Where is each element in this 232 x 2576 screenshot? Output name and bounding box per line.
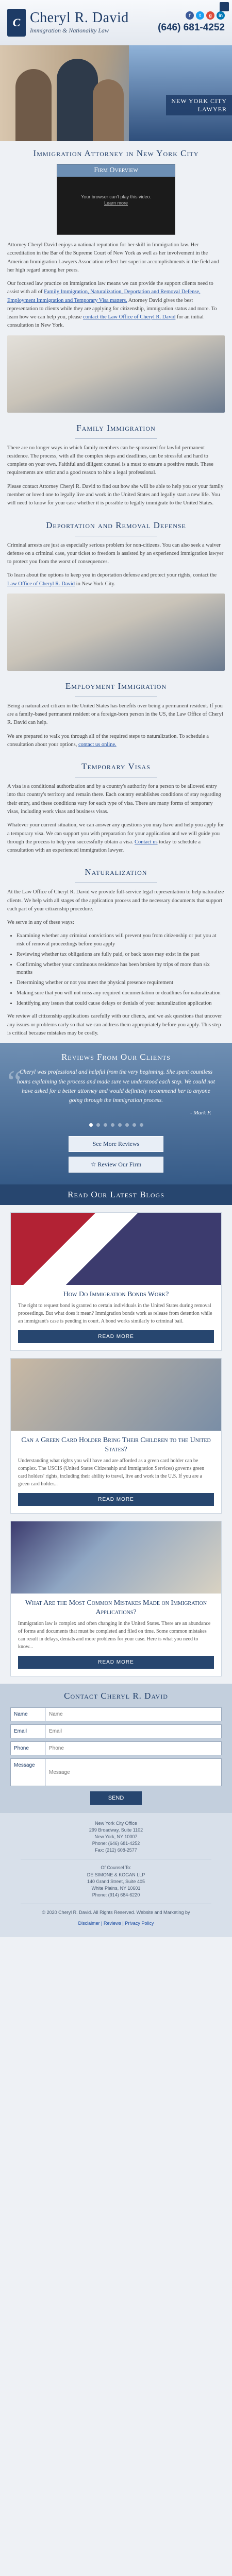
deportation-paragraph: Criminal arrests are just as especially serious problem for non-citizens. You can also seek a waiver defense on a criminal case, your ticket to freedom is assisted by an experienced immigration lawyer to protect you from the worst of consequences. xyxy=(7,542,224,565)
form-field xyxy=(10,1707,222,1721)
employment-paragraph-2: We are prepared to walk you through all of the required steps to naturalization. To schedule a consultation about your options, contact us online. xyxy=(7,733,209,748)
name-input[interactable] xyxy=(46,1708,221,1721)
field-label: Name xyxy=(11,1708,46,1721)
blog-list xyxy=(0,1212,232,1677)
hero-city-photo xyxy=(129,45,232,141)
blog-excerpt: Understanding what rights you will have and are afforded as a green card holder can be complex. The USCIS (United States Citizenship and Immigration Services) governs green card holders' rights, including their ability to travel, live and work in the U.S. If you are a green card holder... xyxy=(18,1458,205,1487)
carousel-dot[interactable] xyxy=(132,1123,136,1127)
testimonials-section xyxy=(0,1043,232,1184)
family-title[interactable]: Family Immigration xyxy=(76,422,156,433)
temporary-visas-section xyxy=(0,754,232,855)
field-label: Email xyxy=(11,1725,46,1738)
office-photo xyxy=(7,335,225,413)
address-line: 299 Broadway, Suite 1102 xyxy=(89,1827,143,1833)
consultation-photo xyxy=(7,594,225,671)
carousel-dot[interactable] xyxy=(89,1123,93,1127)
form-field xyxy=(10,1758,222,1786)
office-address-2 xyxy=(0,1865,232,1898)
brand-subtitle: Immigration & Nationality Law xyxy=(30,26,109,34)
message-input[interactable] xyxy=(46,1759,221,1786)
carousel-dot[interactable] xyxy=(96,1123,100,1127)
social-links xyxy=(186,11,225,20)
deportation-paragraph-2: To learn about the options to keep you in deportation defense and protect your rights, contact the Law Office of Cheryl R. David in New York City. xyxy=(7,572,217,587)
address-line: New York City Office xyxy=(95,1821,137,1826)
blog-card xyxy=(10,1212,222,1351)
site-footer xyxy=(0,1813,232,1937)
blog-title[interactable]: What Are the Most Common Mistakes Made on Immigration Applications? xyxy=(25,1599,207,1616)
intro-paragraph-2: Our focused law practice on immigration law means we can provide the support clients need to assist with all of Family Immigration, Naturalization, Deportation and Removal Defense, Employment Immigration and Temporary Visa matters. Attorney David gives the best representation to clients while they are applying for citizenship, immigration status and more. To learn how we can help you, please contact the Law Office of Cheryl R. David for an initial consultation in New York. xyxy=(7,281,217,329)
header-contact xyxy=(158,11,225,33)
employment-paragraph: Being a naturalized citizen in the United States has benefits over being a permanent resident. If you are a family-based permanent resident or a foreign-born person in the US, the Law Office of Cheryl R. David can help. xyxy=(7,703,223,726)
list-item: • Determining whether or not you meet the physical presence requirement xyxy=(16,979,225,987)
contact-us-link[interactable]: Contact us xyxy=(135,839,158,845)
review-our-firm-button[interactable]: ☆ Review Our Firm xyxy=(69,1157,163,1173)
testimonial-author: - Mark F. xyxy=(190,1109,211,1116)
carousel-dot[interactable] xyxy=(111,1123,114,1127)
contact-link[interactable]: contact the Law Office of Cheryl R. David xyxy=(82,314,176,320)
form-field xyxy=(10,1724,222,1738)
form-field xyxy=(10,1741,222,1755)
list-item: • Examining whether any criminal convictions will prevent you from citizenship or put you at risk of removal proceedings before you apply xyxy=(16,932,225,948)
carousel-dot[interactable] xyxy=(125,1123,129,1127)
address-line: Phone: (914) 684-6220 xyxy=(92,1892,140,1897)
blog-image[interactable] xyxy=(11,1359,221,1431)
address-line: Fax: (212) 608-2577 xyxy=(95,1848,137,1853)
intro-paragraph: Attorney Cheryl David enjoys a national reputation for her skill in Immigration law. Her accreditation in the Bar of the Supreme Court of New York as well as her involvement in the American Immigration Lawyers Association reflect her superior accomplishments in the field and her high regard among her peers. xyxy=(7,242,219,273)
video-title: Firm Overview xyxy=(57,164,175,177)
footer-links[interactable]: Disclaimer | Reviews | Privacy Policy xyxy=(78,1920,154,1926)
site-header xyxy=(0,0,232,45)
carousel-dot[interactable] xyxy=(118,1123,122,1127)
naturalization-section xyxy=(0,860,232,1038)
hero-photo xyxy=(0,45,134,141)
naturalization-list xyxy=(7,932,225,1007)
contact-form xyxy=(10,1707,222,1786)
read-more-button[interactable]: READ MORE xyxy=(18,1656,214,1669)
family-paragraph-2: Please contact Attorney Cheryl R. David to find out how she will be able to help you or your family member or loved one to legally live and work in the United States and legally start a new life. You will need to know for your case whether it is possible to legally immigrate to the United States. xyxy=(7,483,224,506)
twitter-icon[interactable]: t xyxy=(196,11,204,20)
law-office-link[interactable]: Law Office of Cheryl R. David xyxy=(7,581,75,587)
naturalization-paragraph-2: We serve in any of these ways: xyxy=(7,920,74,926)
brand-name[interactable]: Cheryl R. David xyxy=(30,9,129,26)
address-line: Of Counsel To: xyxy=(101,1865,131,1871)
contact-title: Contact Cheryl R. David xyxy=(64,1691,168,1701)
logo[interactable]: C xyxy=(7,9,26,37)
brand xyxy=(30,11,158,35)
page-title: Immigration Attorney in New York City xyxy=(33,148,199,158)
contact-section xyxy=(0,1684,232,1813)
practice-areas-link[interactable]: Family Immigration, Naturalization, Deportation and Removal Defense, Employment Immigration and Temporary Visa matters. xyxy=(7,289,201,303)
testimonials-title: Reviews From Our Clients xyxy=(61,1052,171,1062)
contact-online-link[interactable]: contact us online. xyxy=(78,741,117,748)
family-section xyxy=(0,416,232,508)
menu-button[interactable] xyxy=(220,2,229,11)
naturalization-paragraph-3: We review all citizenship applications carefully with our clients, and we ask questions that uncover any issues or problems early so that we can address them appropriately before you apply. This step is critical because mistakes may be costly. xyxy=(7,1013,222,1036)
phone-link[interactable]: (646) 681-4252 xyxy=(158,22,225,33)
address-line: Phone: (646) 681-4252 xyxy=(92,1841,140,1846)
employment-section xyxy=(0,674,232,749)
blog-image[interactable] xyxy=(11,1213,221,1285)
blog-card xyxy=(10,1521,222,1676)
read-more-button[interactable]: READ MORE xyxy=(18,1330,214,1343)
quote-icon: “ xyxy=(7,1063,22,1100)
address-line: DE SIMONE & KOGAN LLP xyxy=(87,1872,145,1877)
blog-image[interactable] xyxy=(11,1521,221,1594)
copyright: © 2020 Cheryl R. David. All Rights Reserved. Website and Marketing by xyxy=(42,1909,190,1915)
video-message: Your browser can't play this video. Learn more xyxy=(81,194,151,206)
see-more-reviews-button[interactable]: See More Reviews xyxy=(69,1136,163,1152)
list-item: • Confirming whether your continuous residence has been broken by trips of more than six months xyxy=(16,961,225,977)
phone-input[interactable] xyxy=(46,1742,221,1755)
email-input[interactable] xyxy=(46,1725,221,1738)
hero-tagline: NEW YORK CITY LAWYER xyxy=(166,95,232,115)
blog-excerpt: Immigration law is complex and often changing in the United States. There are an abundance of forms and documents that must be completed and filed on time. Some common mistakes can result in delays, denials and more problems for your case. Here is what you need to know... xyxy=(18,1621,211,1650)
linkedin-icon[interactable]: in xyxy=(217,11,225,20)
naturalization-title[interactable]: Naturalization xyxy=(85,867,147,877)
intro-section xyxy=(0,141,232,413)
list-item: • Reviewing whether tax obligations are fully paid, or back taxes may exist in the past xyxy=(16,951,225,959)
temporary-paragraph: A visa is a conditional authorization and by a country's authority for a person to be allowed entry into that country's territory and remain there. Each country establishes conditions of stay regarding their entry, and these conditions vary for each type of visa. There are many forms of temporary visas, including work visas and business visas. xyxy=(7,784,221,815)
testimonial-quote: Cheryl was professional and helpful from the very beginning. She spent countless hours explaining the process and made sure we understood each step. We could not have asked for a better attorney and would definitely recommend her to anyone going through the immigration process. xyxy=(17,1069,215,1104)
naturalization-paragraph: At the Law Office of Cheryl R. David we provide full-service legal representation to help naturalize clients. We help with all stages of the application process and the necessary documents that support each part of your citizenship procedure. xyxy=(7,889,224,912)
temporary-visas-title[interactable]: Temporary Visas xyxy=(81,761,151,772)
deportation-section xyxy=(0,513,232,671)
list-item: • Making sure that you will not miss any required documentation or deadlines for naturalization xyxy=(16,989,225,997)
employment-title[interactable]: Employment Immigration xyxy=(65,681,167,691)
facebook-icon[interactable]: f xyxy=(186,11,194,20)
google-plus-icon[interactable]: g xyxy=(206,11,214,20)
hero-banner xyxy=(0,45,232,141)
carousel-dots xyxy=(10,1123,222,1127)
deportation-title[interactable]: Deportation and Removal Defense xyxy=(46,520,186,530)
blog-card xyxy=(10,1358,222,1514)
field-label: Message xyxy=(11,1759,46,1786)
list-item: • Identifying any issues that could cause delays or denials of your naturalization application xyxy=(16,999,225,1008)
blog-excerpt: The right to request bond is granted to certain individuals in the United States during removal proceedings. But what does it mean? Immigration bonds work as release from detention while an immigrant's case is pending in court. A bond works similarly to criminal bail. xyxy=(18,1303,212,1325)
temporary-paragraph-2: Whatever your current situation, we can answer any questions you may have and help you apply for a temporary visa. We can support you with preparation for your application and we will guide you through the process to help you successfully obtain a visa. Contact us today to schedule a consultation with an experienced immigration lawyer. xyxy=(7,822,224,854)
blog-heading: Read Our Latest Blogs xyxy=(0,1184,232,1205)
read-more-button[interactable]: READ MORE xyxy=(18,1493,214,1506)
carousel-dot[interactable] xyxy=(104,1123,107,1127)
carousel-dot[interactable] xyxy=(140,1123,143,1127)
field-label: Phone xyxy=(11,1742,46,1755)
send-button[interactable]: SEND xyxy=(90,1791,142,1805)
address-line: 140 Grand Street, Suite 405 xyxy=(87,1878,145,1884)
blog-title[interactable]: How Do Immigration Bonds Work? xyxy=(63,1290,169,1298)
blog-title[interactable]: Can a Green Card Holder Bring Their Children to the United States? xyxy=(21,1436,211,1453)
video-player[interactable] xyxy=(57,164,175,235)
family-paragraph: There are no longer ways in which family members can be sponsored for lawful permanent residence. The process, with all the complex steps and deadlines, can be stressful and hard to complete on your own. Faithful and diligent counsel is a must to ensure a positive result. These requirements are strict and a good reason to hire a legal professional. xyxy=(7,445,213,476)
office-address xyxy=(0,1820,232,1854)
address-line: White Plains, NY 10601 xyxy=(91,1885,141,1891)
address-line: New York, NY 10007 xyxy=(94,1834,138,1840)
